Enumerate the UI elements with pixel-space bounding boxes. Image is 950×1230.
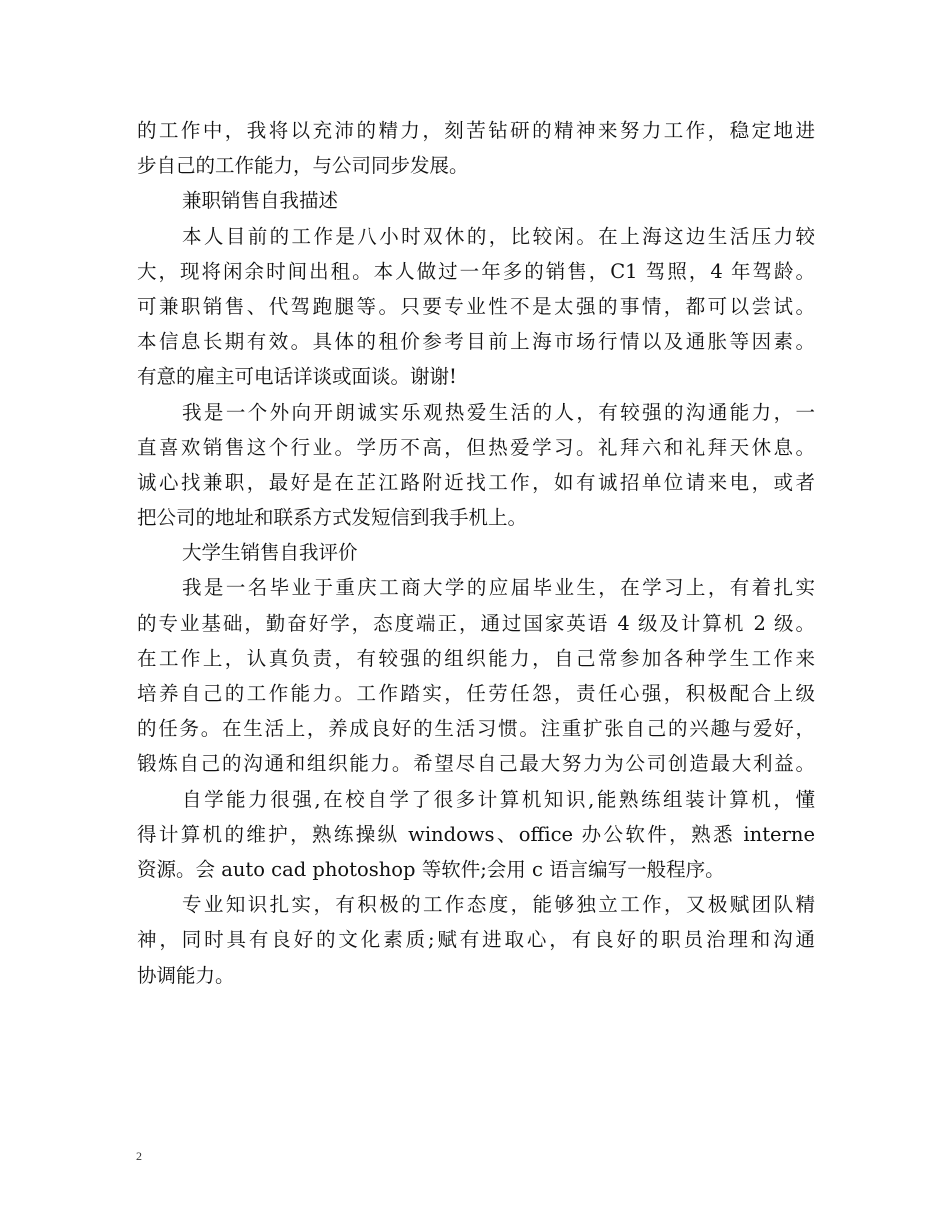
- text-line: 在工作上，认真负责，有较强的组织能力，自己常参加各种学生工作来: [137, 646, 815, 670]
- paragraph-part-time-description: [137, 219, 815, 395]
- text-line: 我是一个外向开朗诚实乐观热爱生活的人，有较强的沟通能力，一: [182, 400, 815, 424]
- paragraph-professional-attitude: [137, 887, 815, 993]
- page-number: 2: [136, 1149, 142, 1163]
- text-line: 培养自己的工作能力。工作踏实，任劳任怨，责任心强，积极配合上级: [137, 682, 815, 705]
- text-line: 直喜欢销售这个行业。学历不高，但热爱学习。礼拜六和礼拜天休息。: [137, 435, 815, 459]
- paragraph-career-goal: [137, 113, 815, 183]
- text-line: 锻炼自己的沟通和组织能力。希望尽自己最大努力为公司创造最大利益。: [137, 752, 815, 776]
- text-line: 大，现将闲余时间出租。本人做过一年多的销售，C1 驾照，4 年驾龄。: [137, 259, 815, 283]
- document-body: [137, 113, 815, 993]
- paragraph-computer-skills: [137, 782, 815, 888]
- text-line: 协调能力。: [137, 963, 235, 987]
- paragraph-graduate-evaluation: [137, 570, 815, 781]
- text-line: 把公司的地址和联系方式发短信到我手机上。: [137, 506, 528, 530]
- section-heading-student-sales: 大学生销售自我评价: [182, 541, 358, 565]
- text-line: 自学能力很强,在校自学了很多计算机知识,能熟练组装计算机，懂: [182, 787, 815, 811]
- text-line: 的专业基础，勤奋好学，态度端正，通过国家英语 4 级及计算机 2 级。: [137, 611, 815, 635]
- text-line: 神，同时具有良好的文化素质;赋有进取心，有良好的职员治理和沟通: [137, 928, 815, 952]
- text-line: 专业知识扎实，有积极的工作态度，能够独立工作，又极赋团队精: [182, 893, 815, 917]
- text-line: 得计算机的维护，熟练操纵 windows、office 办公软件，熟悉 interne: [137, 822, 815, 846]
- text-line: 资源。会 auto cad photoshop 等软件;会用 c 语言编写一般程序。: [137, 857, 725, 881]
- text-line: 我是一名毕业于重庆工商大学的应届毕业生，在学习上，有着扎实: [182, 576, 815, 600]
- text-line: 步自己的工作能力，与公司同步发展。: [137, 154, 469, 178]
- text-line: 诚心找兼职，最好是在芷江路附近找工作，如有诚招单位请来电，或者: [137, 470, 815, 494]
- paragraph-personality: [137, 395, 815, 536]
- text-line: 有意的雇主可电话详谈或面谈。谢谢!: [137, 365, 457, 389]
- text-line: 本人目前的工作是八小时双休的，比较闲。在上海这边生活压力较: [182, 224, 815, 248]
- text-line: 的工作中，我将以充沛的精力，刻苦钻研的精神来努力工作，稳定地进: [137, 119, 815, 142]
- text-line: 的任务。在生活上，养成良好的生活习惯。注重扩张自己的兴趣与爱好，: [137, 717, 815, 741]
- section-heading-part-time-sales: 兼职销售自我描述: [182, 189, 339, 213]
- text-line: 可兼职销售、代驾跑腿等。只要专业性不是太强的事情，都可以尝试。: [137, 294, 815, 318]
- text-line: 本信息长期有效。具体的租价参考目前上海市场行情以及通胀等因素。: [137, 330, 815, 354]
